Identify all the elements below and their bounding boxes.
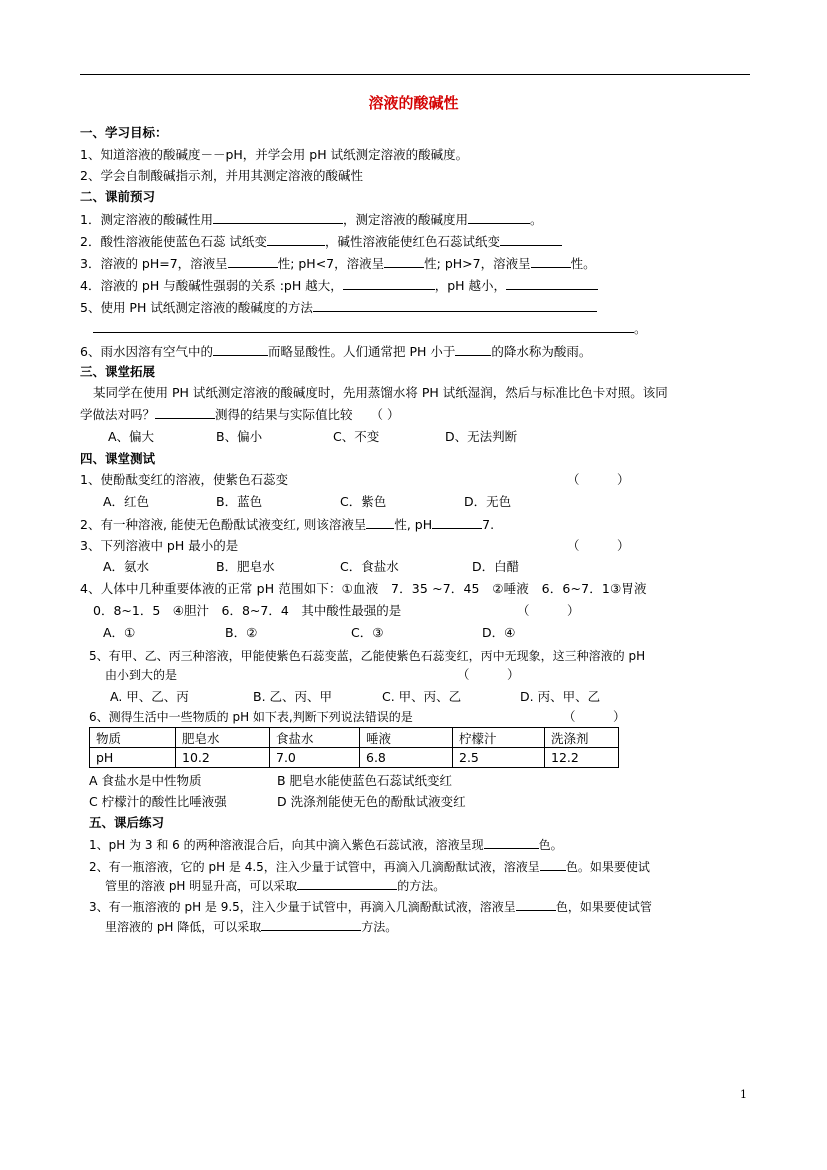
q-text: 3．溶液的 pH=7，溶液呈 [80, 256, 228, 271]
table-cell: 12.2 [545, 748, 619, 768]
q-text: 性; pH>7，溶液呈 [424, 256, 531, 271]
answer-blank[interactable] [500, 233, 562, 246]
sec3-para-line2 [80, 406, 400, 423]
sec2-q5-cont [93, 320, 647, 337]
q-text: 2、有一瓶溶液，它的 pH 是 4.5，注入少量于试管中，再滴入几滴酚酞试液，溶液呈 [89, 860, 540, 874]
q6-opt-c: C 柠檬汁的酸性比唾液强 [89, 794, 227, 809]
table-cell: 6.8 [360, 748, 453, 768]
answer-blank[interactable] [384, 255, 424, 268]
sec4-q3: 3、下列溶液中 pH 最小的是 [80, 538, 239, 553]
table-cell: 7.0 [270, 748, 360, 768]
q3-opt-a: A．氨水 [103, 559, 150, 574]
q5-opt-b: B. 乙、丙、甲 [253, 689, 333, 704]
answer-blank[interactable] [213, 211, 343, 224]
q6-opt-b: B 肥皂水能使蓝色石蕊试纸变红 [277, 773, 453, 788]
sec2-q3 [80, 255, 596, 272]
table-cell: pH [90, 748, 176, 768]
answer-paren[interactable]: （ ） [370, 407, 400, 422]
section3-heading: 三、课堂拓展 [80, 364, 156, 379]
section1-heading: 一、学习目标： [80, 125, 168, 140]
q-text: 而略显酸性。人们通常把 PH 小于 [267, 344, 456, 359]
sec4-q2 [80, 516, 494, 533]
sec3-opt-c: C、不变 [333, 429, 380, 444]
q-text: 3、有一瓶溶液的 pH 是 9.5，注入少量于试管中，再滴入几滴酚酞试液，溶液呈 [89, 900, 516, 914]
header-rule [80, 74, 750, 75]
q4-opt-b: B．② [225, 625, 258, 640]
sec3-para-line1: 某同学在使用 PH 试纸测定溶液的酸碱度时，先用蒸馏水将 PH 试纸湿润，然后与标准比色卡对照。该同 [93, 385, 668, 400]
q-text: 1、pH 为 3 和 6 的两种溶液混合后，向其中滴入紫色石蕊试液，溶液呈现 [89, 838, 484, 852]
answer-blank[interactable] [93, 320, 634, 333]
answer-paren[interactable]: （ ） [517, 603, 580, 618]
answer-blank[interactable] [468, 211, 530, 224]
q-text: 测得的结果与实际值比较 [215, 407, 353, 422]
q-text: 5、使用 PH 试纸测定溶液的酸碱度的方法 [80, 300, 313, 315]
table-row [90, 748, 619, 768]
q-text: 色。如果要使试 [565, 860, 650, 874]
sec4-q4-line1: 4、人体中几种重要体液的正常 pH 范围如下：①血液 7．35 ~7．45 ②唾液 6．6~7．1③胃液 [80, 581, 647, 596]
q-text: 色。 [538, 838, 563, 852]
answer-blank[interactable] [297, 877, 397, 890]
table-cell: 肥皂水 [176, 728, 270, 748]
section5-heading: 五、课后练习 [89, 815, 165, 830]
section4-heading: 四、课堂测试 [80, 451, 156, 466]
q-text: 。 [634, 321, 647, 336]
table-cell: 10.2 [176, 748, 270, 768]
q3-opt-d: D．白醋 [472, 559, 520, 574]
sec5-e2-line2 [105, 877, 445, 894]
answer-blank[interactable] [213, 343, 268, 356]
sec2-q2 [80, 233, 562, 250]
q-text: 6、雨水因溶有空气中的 [80, 344, 213, 359]
q-text: 4．溶液的 pH 与酸碱性强弱的关系 :pH 越大， [80, 278, 343, 293]
q-text: 性, pH [394, 517, 433, 532]
table-cell: 物质 [90, 728, 176, 748]
answer-blank[interactable] [313, 299, 597, 312]
section2-heading: 二、课前预习 [80, 189, 156, 204]
q5-opt-d: D. 丙、甲、乙 [520, 689, 601, 704]
q-text: 方法。 [361, 920, 398, 934]
q4-opt-a: A．① [103, 625, 136, 640]
q-text: 学做法对吗？ [80, 407, 156, 422]
q-text: 的降水称为酸雨。 [491, 344, 592, 359]
sec2-q6 [80, 343, 591, 360]
q5-opt-a: A. 甲、乙、丙 [110, 689, 189, 704]
sec3-opt-b: B、偏小 [216, 429, 263, 444]
sec4-q5-line2: 由小到大的是 [105, 668, 178, 682]
answer-blank[interactable] [506, 277, 598, 290]
sec4-q5-line1: 5、有甲、乙、丙三种溶液，甲能使紫色石蕊变蓝，乙能使紫色石蕊变红，丙中无现象，这三种溶液的 pH [89, 649, 646, 663]
q-text: 性。 [570, 256, 596, 271]
sec2-q5 [80, 299, 597, 316]
q-text: 色，如果要使试管 [555, 900, 652, 914]
q-text: 7. [482, 517, 495, 532]
sec5-e1 [89, 836, 563, 853]
q-text: 的方法。 [397, 879, 446, 893]
q1-opt-c: C．紫色 [340, 494, 387, 509]
answer-paren[interactable]: （ ） [567, 538, 630, 553]
table-cell: 唾液 [360, 728, 453, 748]
sec2-q4 [80, 277, 598, 294]
q1-opt-d: D．无色 [464, 494, 512, 509]
q4-opt-c: C．③ [351, 625, 384, 640]
q1-opt-a: A．红色 [103, 494, 150, 509]
answer-blank[interactable] [261, 918, 361, 931]
table-cell: 洗涤剂 [545, 728, 619, 748]
sec1-line1: 1、知道溶液的酸碱度－－pH，并学会用 pH 试纸测定溶液的酸碱度。 [80, 147, 469, 162]
q-text: 。 [529, 212, 543, 227]
q-text: 性; pH<7，溶液呈 [277, 256, 385, 271]
sec4-q6: 6、测得生活中一些物质的 pH 如下表,判断下列说法错误的是 [89, 710, 413, 724]
q-text: 1．测定溶液的酸碱性用 [80, 212, 213, 227]
q-text: ，pH 越小， [434, 278, 507, 293]
table-row [90, 728, 619, 748]
sec4-q4-line2: 0．8~1．5 ④胆汁 6．8~7．4 其中酸性最强的是 [93, 603, 402, 618]
q-text: 管里的溶液 pH 明显升高，可以采取 [105, 879, 298, 893]
answer-blank[interactable] [540, 858, 566, 871]
q-text: 里溶液的 pH 降低，可以采取 [105, 920, 262, 934]
answer-paren[interactable]: （ ） [563, 709, 626, 724]
q5-opt-c: C. 甲、丙、乙 [382, 689, 462, 704]
q-text: ，碱性溶液能使红色石蕊试纸变 [324, 234, 500, 249]
sec5-e3-line2 [105, 918, 397, 935]
q6-opt-d: D 洗涤剂能使无色的酚酞试液变红 [277, 794, 466, 809]
q-text: ，测定溶液的酸碱度用 [342, 212, 468, 227]
answer-paren[interactable]: （ ） [567, 472, 630, 487]
answer-blank[interactable] [267, 233, 325, 246]
answer-blank[interactable] [155, 406, 215, 419]
q3-opt-b: B．肥皂水 [216, 559, 275, 574]
table-cell: 柠檬汁 [453, 728, 545, 748]
answer-blank[interactable] [343, 277, 435, 290]
answer-blank[interactable] [432, 516, 482, 529]
q1-opt-b: B．蓝色 [216, 494, 263, 509]
page-title: 溶液的酸碱性 [368, 94, 459, 112]
answer-blank[interactable] [531, 255, 571, 268]
q6-opt-a: A 食盐水是中性物质 [89, 773, 202, 788]
page-number: 1 [740, 1088, 747, 1101]
answer-paren[interactable]: （ ） [457, 667, 520, 682]
sec4-q1: 1、使酚酞变红的溶液，使紫色石蕊变 [80, 472, 288, 487]
sec5-e2-line1 [89, 858, 650, 875]
table-cell: 食盐水 [270, 728, 360, 748]
sec3-opt-a: A、偏大 [108, 429, 155, 444]
ph-table [89, 727, 619, 768]
sec1-line2: 2、学会自制酸碱指示剂，并用其测定溶液的酸碱性 [80, 168, 363, 183]
q3-opt-c: C．食盐水 [340, 559, 399, 574]
answer-blank[interactable] [484, 836, 539, 849]
q-text: 2、有一种溶液, 能使无色酚酞试液变红, 则该溶液呈 [80, 517, 367, 532]
answer-blank[interactable] [366, 516, 394, 529]
sec3-opt-d: D、无法判断 [445, 429, 518, 444]
q-text: 2．酸性溶液能使蓝色石蕊 试纸变 [80, 234, 267, 249]
sec2-q1 [80, 211, 543, 228]
sec5-e3-line1 [89, 898, 652, 915]
table-cell: 2.5 [453, 748, 545, 768]
q4-opt-d: D．④ [482, 625, 516, 640]
answer-blank[interactable] [516, 898, 556, 911]
answer-blank[interactable] [228, 255, 278, 268]
answer-blank[interactable] [455, 343, 491, 356]
